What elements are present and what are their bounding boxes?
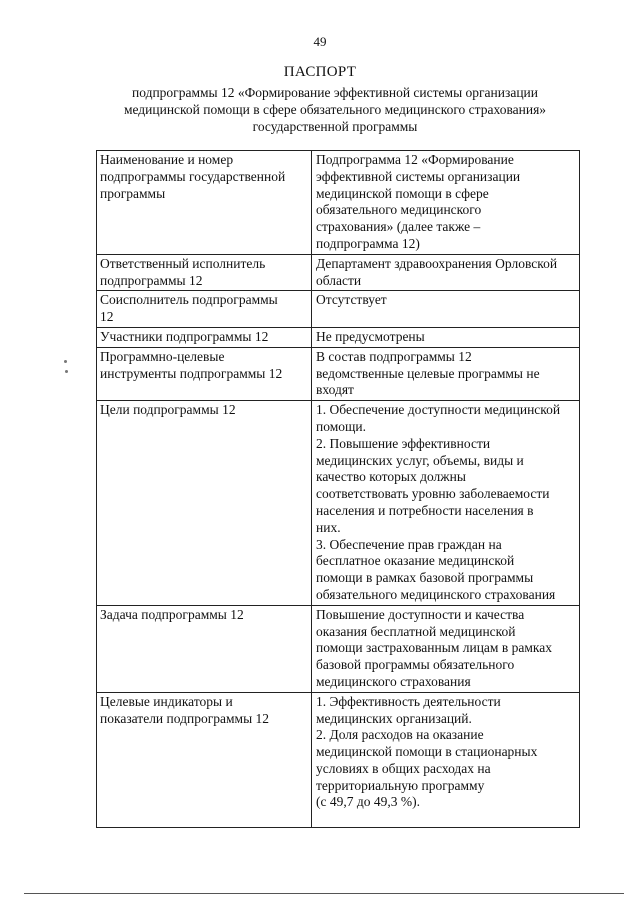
- value-line: Департамент здравоохранения Орловской: [316, 255, 558, 271]
- row-value-instruments: [312, 347, 580, 400]
- label-line: Программно-целевые: [100, 348, 225, 364]
- value-line: населения и потребности населения в: [316, 502, 534, 518]
- value-line: обязательного медицинского: [316, 202, 482, 218]
- value-line: бесплатное оказание медицинской: [316, 553, 515, 569]
- value-line: области: [316, 272, 362, 288]
- value-line: эффективной системы организации: [316, 168, 521, 184]
- row-label-task: [97, 605, 312, 692]
- scan-artifact: [64, 360, 67, 363]
- value-line: условиях в общих расходах на: [316, 760, 491, 776]
- value-line: оказания бесплатной медицинской: [316, 623, 516, 639]
- value-line: них.: [316, 519, 341, 535]
- subtitle-line: подпрограммы 12 «Формирование эффективной системы организации: [132, 85, 538, 100]
- value-line: В состав подпрограммы 12: [316, 348, 472, 364]
- value-line: медицинских организаций.: [316, 710, 472, 726]
- row-label-name: [97, 151, 312, 255]
- value-line: 1. Эффективность деятельности: [316, 693, 501, 709]
- row-value-name: [312, 151, 580, 255]
- table-row: [97, 254, 580, 291]
- value-line: территориальную программу: [316, 777, 485, 793]
- value-line: медицинских услуг, объемы, виды и: [316, 452, 524, 468]
- row-label-participants: [97, 327, 312, 347]
- label-line: подпрограммы государственной: [100, 168, 286, 184]
- table-row: [97, 327, 580, 347]
- document-subtitle: [100, 84, 570, 135]
- table-row: [97, 151, 580, 255]
- value-line: медицинской помощи в стационарных: [316, 744, 538, 760]
- label-line: Наименование и номер: [100, 152, 234, 167]
- value-line: 1. Обеспечение доступности медицинской: [316, 402, 561, 418]
- value-line: (с 49,7 до 49,3 %).: [316, 794, 420, 810]
- label-line: подпрограммы 12: [100, 272, 203, 288]
- row-value-task: [312, 605, 580, 692]
- row-value-goals: [312, 401, 580, 606]
- label-line: Ответственный исполнитель: [100, 255, 266, 271]
- value-line: 2. Повышение эффективности: [316, 435, 491, 451]
- table-row: [97, 401, 580, 606]
- value-line: Подпрограмма 12 «Формирование: [316, 152, 514, 167]
- row-value-participants: [312, 327, 580, 347]
- row-label-instruments: [97, 347, 312, 400]
- label-line: Соисполнитель подпрограммы: [100, 292, 278, 308]
- subtitle-line: государственной программы: [252, 119, 418, 134]
- value-line: помощи.: [316, 418, 367, 434]
- page-bottom-rule: [24, 893, 624, 894]
- value-line: медицинского страхования: [316, 673, 471, 689]
- value-line: базовой программы обязательного: [316, 657, 515, 673]
- subtitle-line: медицинской помощи в сфере обязательного медицинского страхования»: [123, 102, 547, 117]
- document-title: ПАСПОРТ: [283, 64, 357, 80]
- value-line: соответствовать уровню заболеваемости: [316, 486, 550, 502]
- label-line: Участники подпрограммы 12: [100, 328, 269, 344]
- label-line: Целевые индикаторы и: [100, 693, 233, 709]
- row-value-indicators: [312, 692, 580, 827]
- row-label-goals: [97, 401, 312, 606]
- row-value-executor: [312, 254, 580, 291]
- label-line: программы: [100, 185, 166, 201]
- value-line: качество которых должны: [316, 469, 466, 485]
- scan-artifact: [65, 370, 68, 373]
- value-line: 2. Доля расходов на оказание: [316, 727, 484, 743]
- row-value-coexecutor: [312, 291, 580, 328]
- label-line: Задача подпрограммы 12: [100, 606, 244, 622]
- value-line: страхования» (далее также –: [316, 219, 481, 235]
- value-line: медицинской помощи в сфере: [316, 185, 489, 201]
- value-line: Повышение доступности и качества: [316, 606, 525, 622]
- table-row: [97, 605, 580, 692]
- value-line: Отсутствует: [316, 292, 387, 308]
- label-line: 12: [100, 309, 114, 325]
- label-line: Цели подпрограммы 12: [100, 402, 236, 418]
- label-line: инструменты подпрограммы 12: [100, 365, 283, 381]
- label-line: показатели подпрограммы 12: [100, 710, 270, 726]
- table-row: [97, 291, 580, 328]
- row-label-coexecutor: [97, 291, 312, 328]
- value-line: помощи застрахованным лицам в рамках: [316, 640, 552, 656]
- value-line: 3. Обеспечение прав граждан на: [316, 536, 502, 552]
- value-line: помощи в рамках базовой программы: [316, 570, 534, 586]
- page-number: 49: [313, 34, 327, 49]
- value-line: подпрограмма 12): [316, 235, 420, 251]
- value-line: обязательного медицинского страхования: [316, 586, 556, 602]
- value-line: входят: [316, 382, 354, 398]
- value-line: ведомственные целевые программы не: [316, 365, 540, 381]
- value-line: Не предусмотрены: [316, 328, 425, 344]
- table-row: [97, 692, 580, 827]
- table-row: [97, 347, 580, 400]
- passport-table: [96, 150, 580, 828]
- row-label-executor: [97, 254, 312, 291]
- row-label-indicators: [97, 692, 312, 827]
